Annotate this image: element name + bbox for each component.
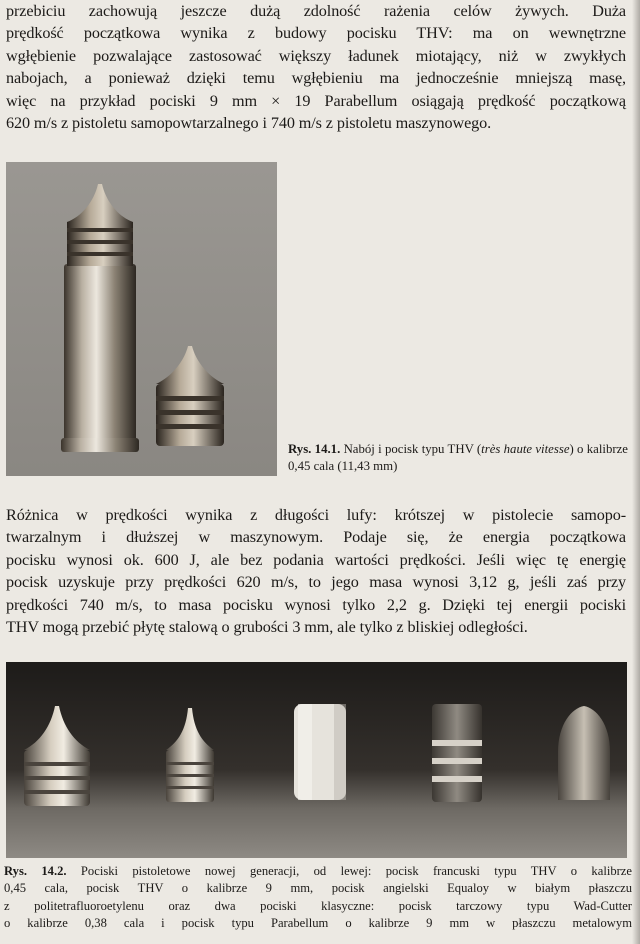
figure-caption-1	[288, 441, 628, 475]
cartridge-photo	[6, 162, 277, 476]
text-line: nabojach, a ponieważ dzięki temu wgłębieniu ma jednocześnie mniejszą masę,	[6, 69, 626, 88]
caption-label: Rys. 14.2.	[4, 864, 67, 878]
text-line: wgłębienie pozwalające zastosować większy ładunek miotający, niż w zwykłych	[6, 46, 626, 65]
text-line: więc na przykład pociski 9 mm × 19 Parabellum osiągają prędkość początkową	[6, 91, 626, 110]
equaloy-bullet-shape	[294, 704, 346, 800]
caption-italic: très haute vitesse	[481, 442, 570, 456]
caption-line: 0,45 cala, pocisk THV o kalibrze 9 mm, pocisk angielski Equaloy w białym płaszczu	[4, 881, 632, 896]
text-line: twarzalnym i dłuższej w maszynowym. Podaje się, że energia początkowa	[6, 528, 626, 547]
caption-text: ) o kalibrze 0,45 cala (11,43 mm)	[288, 442, 628, 473]
page-edge-shadow	[632, 0, 640, 944]
cartridge-shape	[61, 184, 139, 452]
caption-line	[4, 863, 632, 880]
paragraph-middle	[6, 504, 626, 638]
text-line: 620 m/s z pistoletu samopowtarzalnego i 740 m/s z pistoletu maszynowego.	[6, 114, 492, 133]
text-line: pocisk uzyskuje przy prędkości 620 m/s, to jego masa wynosi 3,12 g, jeśli zaś przy	[6, 573, 626, 592]
caption-line: z politetrafluoroetylenu oraz dwa pociski klasyczne: pocisk tarczowy typu Wad-Cutter	[4, 898, 632, 913]
caption-text: Pociski pistoletowe nowej generacji, od lewej: pocisk francuski typu THV o kalibrze	[66, 864, 632, 878]
text-line: prędkość początkowa wynika z budowy pocisku THV: ma on wewnętrzne	[6, 24, 626, 43]
paragraph-top	[6, 0, 626, 134]
caption-text: Nabój i pocisk typu THV (	[340, 442, 482, 456]
text-line: prędkości 740 m/s, to masa pocisku wynosi tylko 2,2 g. Dzięki tej energii pociski	[6, 595, 626, 614]
caption-label: Rys. 14.1.	[288, 442, 341, 456]
bullets-photo	[6, 662, 627, 858]
bleed-through-text	[285, 150, 635, 435]
figure-caption-2	[4, 863, 632, 933]
text-line: przebiciu zachowują jeszcze dużą zdolność rażenia celów żywych. Duża	[6, 2, 626, 20]
wadcutter-bullet-shape	[432, 704, 482, 802]
text-line: pocisku wynosi ok. 600 J, ale bez podania wartości prędkości. Jeśli więc tę energię	[6, 550, 626, 569]
caption-line: o kalibrze 0,38 cala i pocisk typu Parabellum o kalibrze 9 mm w płaszczu metalowym	[4, 916, 632, 931]
text-line: THV mogą przebić płytę stalową o grubości 3 mm, ale tylko z bliskiej odległości.	[6, 618, 528, 637]
text-line: Różnica w prędkości wynika z długości lufy: krótszej w pistolecie samopo-	[6, 506, 626, 524]
